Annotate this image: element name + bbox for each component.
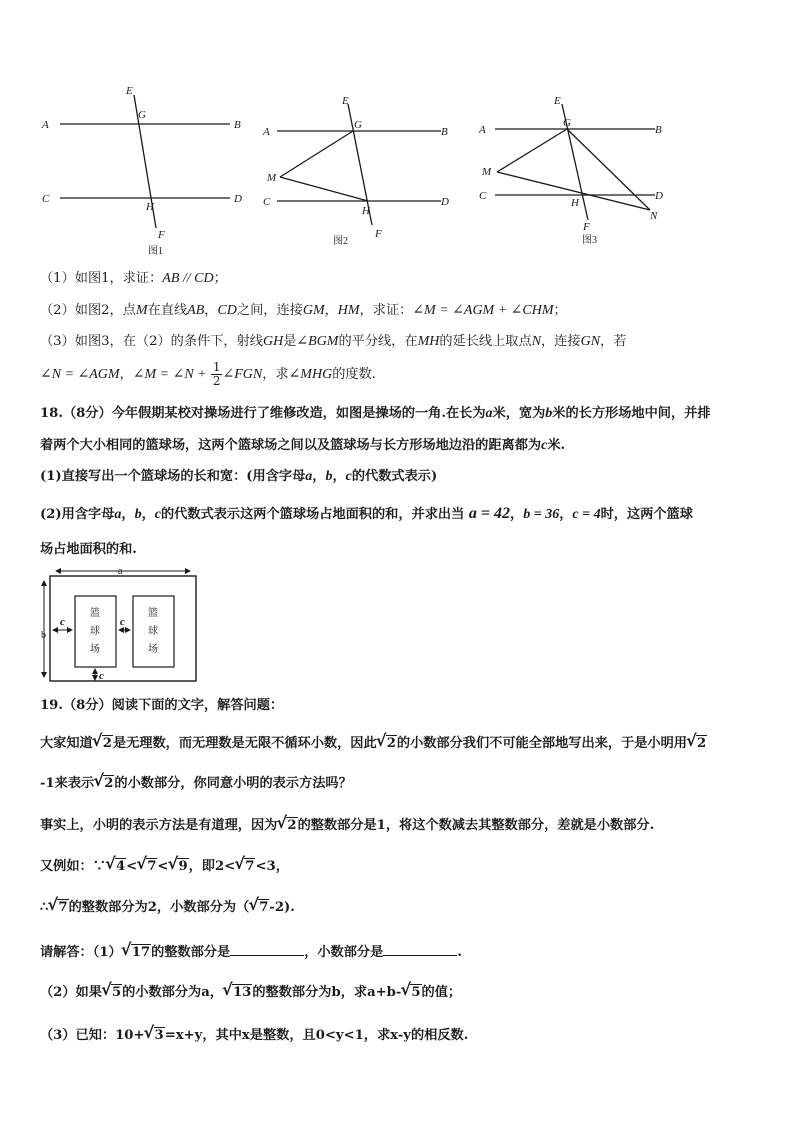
label-d: D: [234, 193, 242, 205]
court-1-char-1: 篮: [90, 608, 100, 619]
label-h: H: [571, 197, 579, 209]
label-f: F: [158, 229, 165, 241]
label-c: C: [42, 193, 50, 205]
q19-line8: （3）已知：10+√ 3=x+y，其中x是整数，且0<y<1，求x-y的相反数.: [40, 1027, 468, 1045]
q18-part2-cont: 场占地面积的和.: [40, 542, 137, 557]
q19-line7: （2）如果√ 5的小数部分为a，√ 13的整数部分为b，求a+b-√ 5的值；: [40, 984, 461, 1002]
figure-3: [470, 80, 680, 260]
answer-blank-decimal-part[interactable]: [383, 941, 457, 956]
figure-1-caption: 图1: [148, 246, 163, 257]
figure-1: [30, 80, 260, 260]
label-a: A: [479, 124, 486, 136]
sqrt-9: √ 9: [168, 858, 188, 876]
label-g: G: [138, 109, 146, 121]
sqrt-2: √ 2: [277, 817, 297, 835]
segment-gm: [497, 129, 567, 172]
sqrt-7: √ 7: [235, 858, 255, 876]
label-h: H: [362, 205, 370, 217]
court-1-char-2: 球: [90, 626, 100, 637]
sqrt-2: √ 2: [93, 735, 113, 753]
sqrt-3: √ 3: [145, 1027, 165, 1045]
label-n: N: [650, 210, 658, 222]
sqrt-2: √ 2: [377, 735, 397, 753]
q19-title: 19.（8分）阅读下面的文字，解答问题：: [40, 698, 284, 713]
segment-gm: [280, 131, 353, 177]
q18-line2: 着两个大小相同的篮球场，这两个篮球场之间以及篮球场与长方形场地边沿的距离都为c米.: [40, 438, 566, 453]
q17-part3-conditions: ∠N = ∠AGM，∠M = ∠N + $\frac{1}{2}$ ∠FGN，求∠MHG的度数.: [40, 360, 376, 388]
q19-line6: 请解答：（1）√ 17的整数部分是 ，小数部分是 .: [40, 941, 462, 962]
label-e: E: [342, 95, 349, 107]
label-b: B: [655, 124, 662, 136]
sqrt-5: √ 5: [401, 984, 421, 1002]
label-g: G: [354, 119, 362, 131]
dimension-c-bottom-label: c: [99, 670, 104, 682]
dimension-b-label: b: [41, 630, 46, 641]
sqrt-17: √ 17: [122, 944, 151, 962]
q17-part1: （1）如图1，求证：AB // CD；: [40, 271, 227, 286]
label-c: C: [263, 196, 271, 208]
label-a: A: [42, 119, 49, 131]
label-m: M: [267, 172, 277, 184]
label-c: C: [479, 190, 487, 202]
q18-part2: (2)用含字母a，b，c的代数式表示这两个篮球场占地面积的和，并求出当 a = 42，b = 36，c = 4时，这两个篮球: [40, 505, 693, 522]
label-f: F: [375, 228, 382, 240]
q19-line5: ∴√ 7的整数部分为2，小数部分为（√ 7-2).: [40, 899, 295, 917]
sqrt-5: √ 5: [102, 984, 122, 1002]
dimension-c-left-label: c: [60, 616, 65, 628]
court-2-char-2: 球: [148, 626, 158, 637]
q19-line3: 事实上，小明的表示方法是有道理，因为√ 2的整数部分是1，将这个数减去其整数部分，差就是小数部分.: [40, 817, 654, 835]
sqrt-7: √ 7: [137, 858, 157, 876]
label-b: B: [234, 119, 241, 131]
sqrt-2: √ 2: [687, 735, 707, 753]
dimension-c-mid-label: c: [120, 616, 125, 628]
q17-part3: （3）如图3，在（2）的条件下，射线GH是∠BGM的平分线，在MH的延长线上取点N，连接GN，若: [40, 334, 627, 349]
figure-3-caption: 图3: [582, 235, 597, 246]
q19-line1: 大家知道√ 2是无理数，而无理数是无限不循环小数，因此√ 2的小数部分我们不可能全部地写出来，于是小明用√ 2: [40, 735, 707, 753]
label-h: H: [146, 201, 154, 213]
answer-blank-integer-part[interactable]: [230, 941, 304, 956]
sqrt-7: √ 7: [48, 899, 68, 917]
segment-hm: [280, 177, 368, 201]
label-m: M: [482, 166, 492, 178]
fraction-one-half: $\frac{1}{2}$: [212, 360, 221, 388]
label-g: G: [563, 117, 571, 129]
figure-2: [255, 80, 465, 260]
court-2-char-1: 篮: [148, 608, 158, 619]
q19-line4: 又例如：∵√ 4<√ 7<√ 9，即2<√ 7<3，: [40, 858, 289, 876]
sqrt-7: √ 7: [249, 899, 269, 917]
court-1-char-3: 场: [90, 644, 100, 655]
sqrt-4: √ 4: [106, 858, 126, 876]
figure-2-caption: 图2: [333, 236, 348, 247]
label-d: D: [655, 190, 663, 202]
label-e: E: [126, 85, 133, 97]
court-diagram: [36, 562, 200, 687]
q18-title: 18.（8分）今年假期某校对操场进行了维修改造，如图是操场的一角.在长为a米，宽为b米的长方形场地中间，并排: [40, 406, 711, 421]
sqrt-13: √ 13: [223, 984, 252, 1002]
court-2-char-3: 场: [148, 644, 158, 655]
label-e: E: [554, 95, 561, 107]
q19-line2: -1来表示√ 2的小数部分，你同意小明的表示方法吗？: [40, 775, 352, 793]
segment-gn: [567, 129, 650, 210]
sqrt-2: √ 2: [94, 775, 114, 793]
label-b: B: [441, 126, 448, 138]
label-d: D: [441, 196, 449, 208]
q17-part2: （2）如图2，点M在直线AB，CD之间，连接GM，HM，求证：∠M = ∠AGM + ∠CHM；: [40, 303, 567, 318]
dimension-a-label: a: [118, 566, 123, 577]
label-a: A: [263, 126, 270, 138]
label-f: F: [583, 221, 590, 233]
q18-part1: (1)直接写出一个篮球场的长和宽：(用含字母a，b，c的代数式表示): [40, 469, 438, 484]
